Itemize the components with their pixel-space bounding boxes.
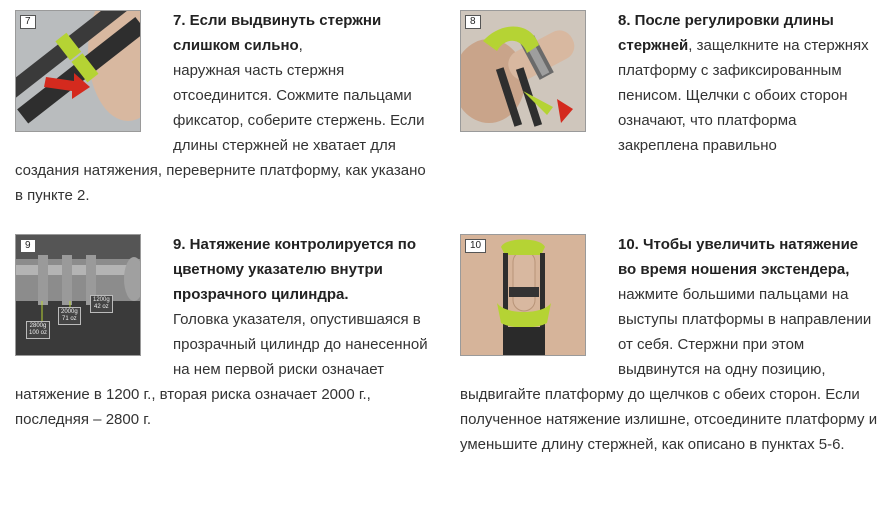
instruction-step-10 (460, 232, 880, 457)
tension-caption-low: 1200g 42 oz (90, 295, 113, 313)
step-7-illustration (15, 10, 141, 132)
step-heading-tail: , (298, 37, 303, 54)
step-body: наружная часть стержня отсоединится. Сожмите пальцами фиксатор, соберите стержень. Если длины стержней не хватает для создания натяжения, переверните платформу, как указано в пункте 2. (15, 62, 426, 204)
tension-caption-high: 2800g 100 oz (26, 321, 50, 339)
step-heading: 9. Натяжение контролируется по цветному указателю внутри прозрачного цилиндра. (173, 236, 416, 303)
rod-detach-illustration (16, 11, 140, 131)
step-9-illustration (15, 234, 141, 356)
step-heading: 7. Если выдвинуть стержни слишком сильно (173, 12, 382, 54)
step-heading-tail: , защелкните на стержнях платформу с зафиксированным пенисом. Щелчки с обоих сторон означают, что платформа закреплена правильно (618, 37, 869, 154)
instruction-step-7 (15, 8, 435, 208)
step-heading: 8. После регулировки длины стержней (618, 12, 834, 54)
step-8-illustration (460, 10, 586, 132)
step-10-illustration (460, 234, 586, 356)
instruction-step-8 (460, 8, 880, 158)
step-body: нажмите большими пальцами на выступы платформы в направлении от себя. Стержни при этом выдвинутся на одну позицию, выдвигайте платформу до щелчков с обеих сторон. Если полученное натяжение излишне, отсоедините платформу и уменьшите длину стержней, как описано в пунктах 5-6. (460, 286, 878, 453)
tension-caption-mid: 2000g 71 oz (58, 307, 81, 325)
step-number-badge: 8 (465, 15, 481, 29)
step-heading: 10. Чтобы увеличить натяжение во время ношения экстендера, (618, 236, 859, 278)
step-body: Головка указателя, опустившаяся в прозрачный цилиндр до нанесенной на нем первой риски означает натяжение в 1200 г., вторая риска означает 2000 г., последняя – 2800 г. (15, 311, 428, 428)
step-number-badge: 10 (465, 239, 486, 253)
instruction-step-9 (15, 232, 435, 432)
tension-increase-illustration (461, 235, 585, 355)
step-number-badge: 7 (20, 15, 36, 29)
step-number-badge: 9 (20, 239, 36, 253)
platform-attach-illustration (461, 11, 585, 131)
